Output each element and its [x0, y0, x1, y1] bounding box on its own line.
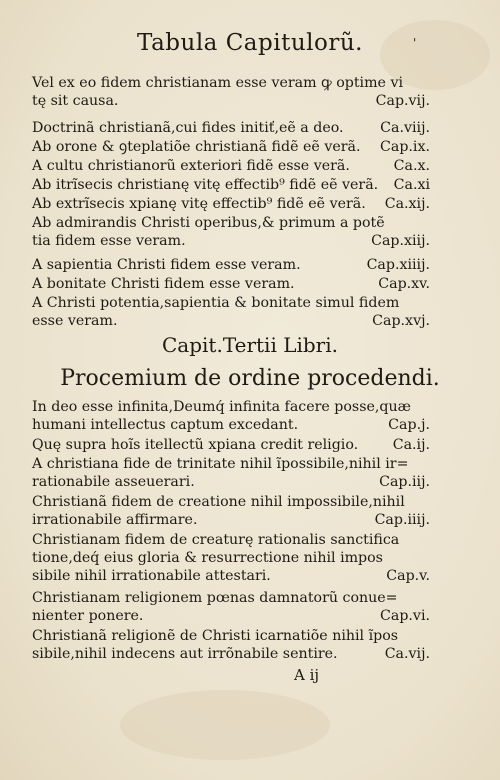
toc-entry: A sapientia Christi fidem esse veram. Cap.xiiij.	[32, 257, 430, 273]
chapter-number: Cap.v.	[386, 568, 430, 584]
chapter-number: Ca.ij.	[392, 437, 430, 453]
chapter-number: Cap.vi.	[380, 608, 430, 624]
section-subheading: Procemium de ordine procedendi.	[60, 366, 440, 391]
chapter-number: Cap.xiiij.	[366, 257, 430, 273]
toc-entry: In deo esse infinita,Deumq́ infinita facere posse,quæ humani intellectus captum excedant. Cap.j.	[32, 399, 430, 433]
toc-entry: Ab extrĩsecis xpianę vitę effectib⁹ fidẽ eẽ verã. Ca.xij.	[32, 196, 430, 212]
chapter-number: Ca.xi	[393, 177, 430, 193]
chapter-number: Cap.ix.	[380, 139, 430, 155]
chapter-number: Ca.vij.	[384, 646, 430, 662]
toc-entry: Doctrinã christianã,cui fides initiť,eẽ a deo. Ca.viij.	[32, 120, 430, 136]
toc-entry: Christianã fidem de creatione nihil impossibile,nihil irrationabile affirmare. Cap.iiij.	[32, 494, 430, 528]
chapter-number: Cap.vij.	[375, 93, 430, 109]
toc-entry: A Christi potentia,sapientia & bonitate simul fidem esse veram. Cap.xvj.	[32, 295, 430, 329]
chapter-number: Cap.iiij.	[374, 512, 430, 528]
chapter-number: Cap.j.	[388, 417, 430, 433]
toc-entry: Christianã religionẽ de Christi icarnatiõe nihil ĩpos sibile,nihil indecens aut irrõnabile sentire. Ca.vij.	[32, 628, 430, 662]
chapter-number: Cap.xiij.	[371, 233, 430, 249]
toc-entry: Ab orone & ꝯteplatiõe christianã fidẽ eẽ verã. Cap.ix.	[32, 139, 430, 155]
chapter-number: Cap.iij.	[379, 474, 430, 490]
page-title: Tabula Capitulorũ.	[137, 30, 363, 56]
signature-mark: A ij	[294, 666, 320, 684]
toc-entry: A cultu christianorũ exteriori fidẽ esse verã. Ca.x.	[32, 158, 430, 174]
toc-entry: Ab admirandis Christi operibus,& primum a potẽ tia fidem esse veram. Cap.xiij.	[32, 215, 430, 249]
chapter-number: Ca.x.	[393, 158, 430, 174]
chapter-number: Cap.xv.	[378, 276, 430, 292]
paper-stain	[120, 690, 330, 760]
section-heading: Capit.Tertii Libri.	[162, 333, 338, 357]
toc-entry: A bonitate Christi fidem esse veram. Cap.xv.	[32, 276, 430, 292]
toc-entry: Christianam religionem pœnas damnatorũ conue= nienter ponere. Cap.vi.	[32, 590, 430, 624]
chapter-number: Ca.viij.	[380, 120, 430, 136]
toc-entry: Christianam fidem de creaturę rationalis sanctifica tione,deq́ eius gloria & resurrectione nihil impos sibile nihil irrationabile attestari. Cap.v.	[32, 532, 430, 584]
toc-entry: Vel ex eo fidem christianam esse veram ꝙ optime vi tę sit causa. Cap.vij.	[32, 75, 430, 109]
toc-entry: Quę supra hoĩs itellectũ xpiana credit religio. Ca.ij.	[32, 437, 430, 453]
toc-entry: A christiana fide de trinitate nihil ĩpossibile,nihil ir= rationabile asseuerari. Cap.iij.	[32, 456, 430, 490]
chapter-number: Cap.xvj.	[372, 313, 430, 329]
toc-entry: Ab itrĩsecis christianę vitę effectib⁹ fidẽ eẽ verã. Ca.xi	[32, 177, 430, 193]
chapter-number: Ca.xij.	[384, 196, 430, 212]
corner-mark: '	[413, 36, 417, 50]
